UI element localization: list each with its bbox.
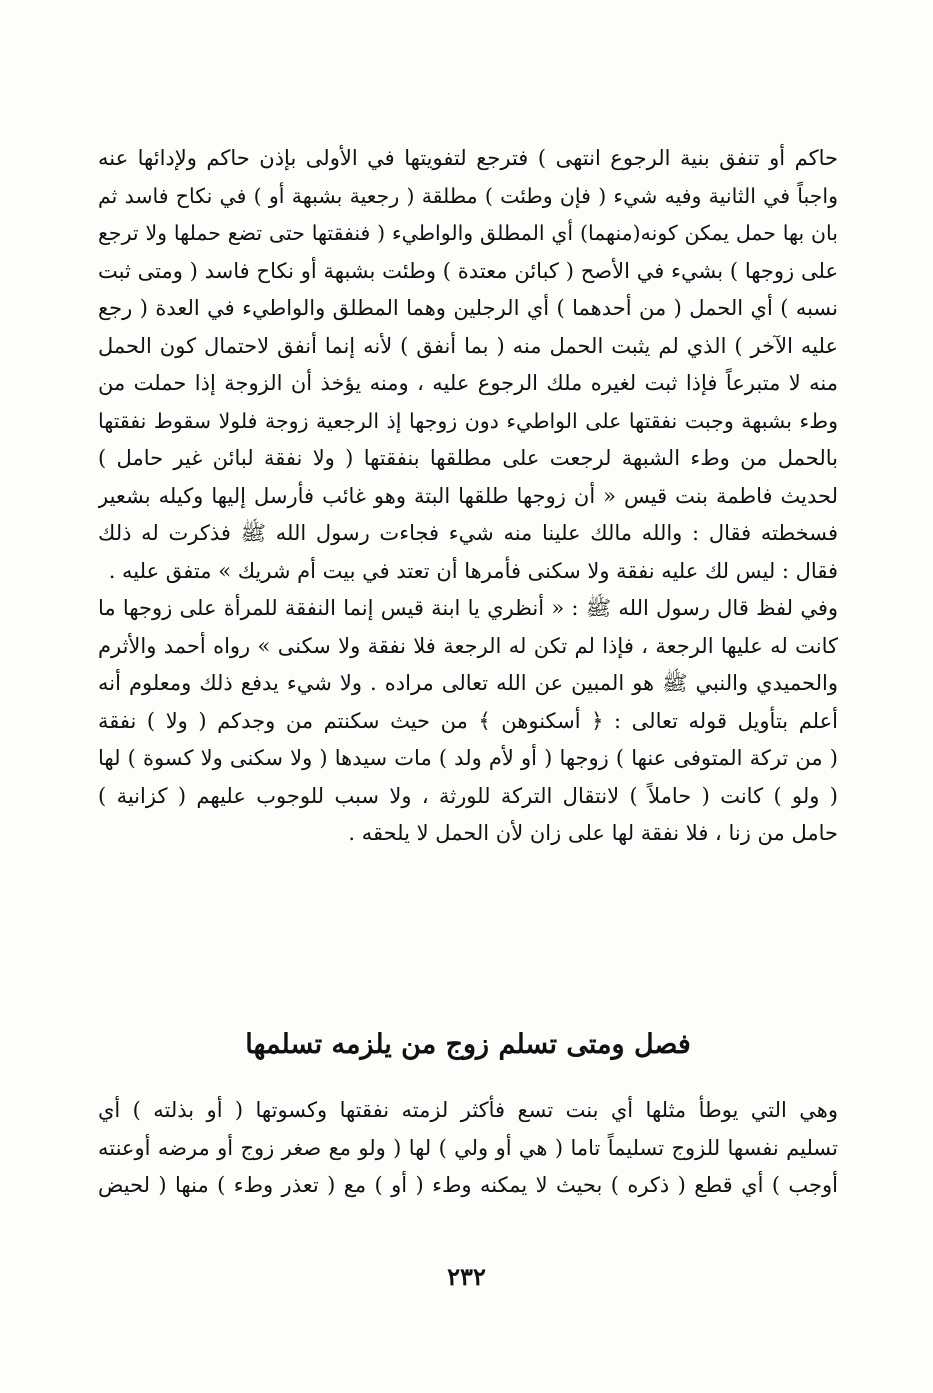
text-line: منه لا متبرعاً فإذا ثبت لغيره ملك الرجوع عليه ، ومنه يؤخذ أن الزوجة إذا حملت من (98, 371, 838, 395)
text-line: ( ولو ) كانت ( حاملاً ) لانتقال التركة للورثة ، ولا سبب للوجوب عليهم ( كزانية ) (98, 783, 838, 808)
text-line: وهي التي يوطأ مثلها أي بنت تسع فأكثر لزمته نفقتها وكسوتها ( أو بذلته ) أي (98, 1098, 838, 1122)
text-line: أعلم بتأويل قوله تعالى : ﴿ أسكنوهن ﴾ من حيث سكنتم من وجدكم ( ولا ) نفقة (98, 708, 838, 733)
text-line: فقال : ليس لك عليه نفقة ولا سكنى فأمرها أن تعتد في بيت أم شريك » متفق عليه . (108, 558, 838, 583)
text-line: فسخطته فقال : والله مالك علينا منه شيء فجاءت رسول الله ﷺ فذكرت له ذلك (98, 521, 838, 545)
text-line: وفي لفظ قال رسول الله ﷺ : « أنظري يا ابنة قيس إنما النفقة للمرأة على زوجها ما (98, 596, 838, 620)
text-line: نسبه ) أي الحمل ( من أحدهما ) أي الرجلين وهما المطلق والواطيء في العدة ( رجع (98, 296, 838, 320)
text-line: بان بها حمل يمكن كونه(منهما) أي المطلق والواطيء ( فنفقتها حتى تضع حملها ولا ترجع (98, 221, 838, 245)
text-line: أوجب ) أي قطع ( ذكره ) بحيث لا يمكنه وطء ( أو ) مع ( تعذر وطء ) منها ( لحيض (98, 1173, 838, 1197)
page-number: ٢٣٢ (447, 1262, 486, 1291)
text-line: عليه الآخر ) الذي لم يثبت الحمل منه ( بما أنفق ) لأنه إنما أنفق لاحتمال كون الحمل (98, 333, 838, 358)
text-line: حامل من زنا ، فلا نفقة لها على زان لأن الحمل لا يلحقه . (348, 821, 838, 845)
text-line: واجباً في الثانية وفيه شيء ( فإن وطئت ) مطلقة ( رجعية بشبهة أو ) في نكاح فاسد ثم (98, 183, 838, 208)
section-text (98, 1092, 838, 1205)
text-line: ( من تركة المتوفى عنها ) زوجها ( أو لأم ولد ) مات سيدها ( ولا سكنى ولا كسوة ) لها (98, 746, 838, 770)
text-line: وطء بشبهة وجبت نفقتها على الواطيء دون زوجها إذ الرجعية زوجة فلولا سقوط نفقتها (98, 408, 838, 433)
section-heading: فصل ومتى تسلم زوج من يلزمه تسلمها (245, 1029, 691, 1060)
text-line: والحميدي والنبي ﷺ هو المبين عن الله تعالى مراده . ولا شيء يدفع ذلك ومعلوم أنه (98, 671, 838, 695)
text-line: لحديث فاطمة بنت قيس « أن زوجها طلقها البتة وهو غائب فأرسل إليها وكيله بشعير (98, 483, 838, 508)
body-text (98, 140, 838, 853)
text-line: بالحمل من وطء الشبهة لرجعت على مطلقها بنفقتها ( ولا نفقة لبائن غير حامل ) (98, 446, 838, 470)
text-line: كانت له عليها الرجعة ، فإذا لم تكن له الرجعة فلا نفقة ولا سكنى » رواه أحمد والأثرم (98, 633, 838, 658)
text-line: على زوجها ) بشيء في الأصح ( كبائن معتدة ) وطئت بشبهة أو نكاح فاسد ( ومتى ثبت (98, 258, 838, 283)
text-line: حاكم أو تنفق بنية الرجوع انتهى ) فترجع لتفويتها في الأولى بإذن حاكم ولإدائها عنه (98, 146, 838, 170)
text-line: تسليم نفسها للزوج تسليماً تاما ( هي أو ولي ) لها ( ولو مع صغر زوج أو مرضه أوعنته (98, 1135, 838, 1160)
